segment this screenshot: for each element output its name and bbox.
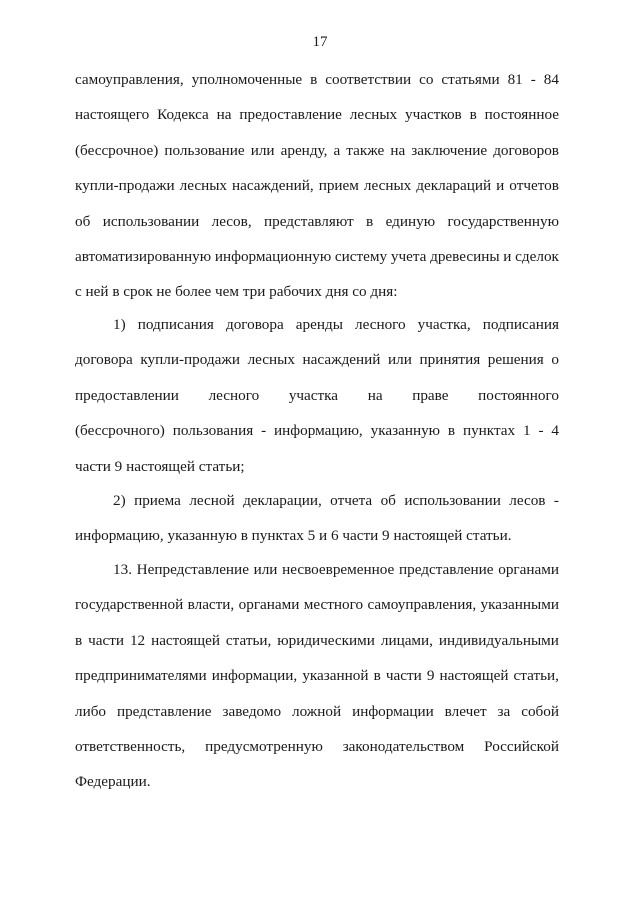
text-line: части 9 настоящей статьи; <box>75 457 245 475</box>
text-line: информацию, указанную в пунктах 5 и 6 части 9 настоящей статьи. <box>75 527 512 545</box>
text-line: ответственность, предусмотренную законодательством Российской <box>75 737 559 755</box>
text-line: автоматизированную информационную систему учета древесины и сделок <box>75 247 559 265</box>
text-line: об использовании лесов, представляют в единую государственную <box>75 212 559 230</box>
text-line: договора купли-продажи лесных насаждений или принятия решения о <box>75 351 559 369</box>
paragraph-part-13 <box>75 561 559 809</box>
paragraph-item-1 <box>75 316 559 493</box>
text-line: 13. Непредставление или несвоевременное представление органами <box>113 561 559 578</box>
text-line: (бессрочного) пользования - информацию, указанную в пунктах 1 - 4 <box>75 422 559 440</box>
text-line: в части 12 настоящей статьи, юридическими лицами, индивидуальными <box>75 631 559 649</box>
text-line: 1) подписания договора аренды лесного участка, подписания <box>113 316 559 333</box>
text-line: купли-продажи лесных насаждений, прием лесных деклараций и отчетов <box>75 177 559 195</box>
text-line: предпринимателями информации, указанной в части 9 настоящей статьи, <box>75 667 559 685</box>
text-line: либо представление заведомо ложной информации влечет за собой <box>75 702 559 720</box>
text-line: предоставлении лесного участка на праве постоянного <box>75 386 559 404</box>
text-line: самоуправления, уполномоченные в соответствии со статьями 81 - 84 <box>75 71 559 88</box>
text-line: (бессрочное) пользование или аренду, а также на заключение договоров <box>75 141 559 159</box>
text-line: 2) приема лесной декларации, отчета об использовании лесов - <box>113 492 559 509</box>
page-number: 17 <box>312 34 328 50</box>
text-line: с ней в срок не более чем три рабочих дня со дня: <box>75 283 398 301</box>
text-line: государственной власти, органами местного самоуправления, указанными <box>75 596 559 614</box>
paragraph-item-2 <box>75 492 559 563</box>
text-line: настоящего Кодекса на предоставление лесных участков в постоянное <box>75 106 559 124</box>
text-line: Федерации. <box>75 773 151 791</box>
paragraph-continuation <box>75 71 559 319</box>
